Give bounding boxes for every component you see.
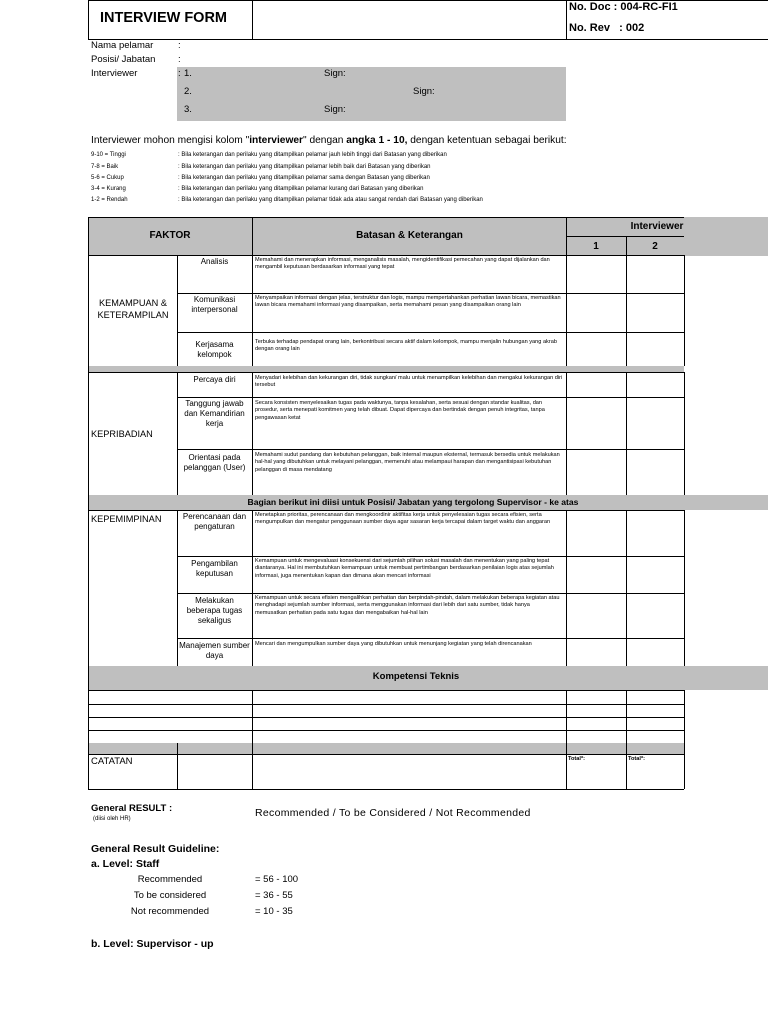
grid [626,510,627,666]
rev-number: No. Rev : 002 [569,22,645,34]
instruction-line [91,134,567,147]
instruction-bold-2: angka 1 - 10, [346,135,408,146]
guideline-title: General Result Guideline: [91,843,220,855]
grid [684,255,685,366]
kompetensi-title: Kompetensi Teknis [372,671,460,682]
scale-desc-3: : Bila keterangan dan perilaku yang ditampilkan pelamar sama dengan Batasan yang diberikan [178,175,430,181]
group-kemampuan: KEMAMPUAN & KETERAMPILAN [97,298,169,320]
grid [177,556,684,557]
position-colon: : [178,54,181,65]
scale-range-3: 5-6 = Cukup [91,175,124,181]
grid [177,638,684,639]
col-batasan: Batasan & Keterangan [356,230,463,241]
doc-number: No. Doc : 004-RC-FI1 [569,1,678,13]
applicant-colon: : [178,40,181,51]
supervisor-banner: Bagian berikut ini diisi untuk Posisi/ Jabatan yang tergolong Supervisor - ke atas [247,497,579,507]
desc-perencanaan: Menetapkan prioritas, perencanaan dan mengkoordinir aktifitas kerja untuk penyelesaian tugas secara efisien, serta mengumpulkan dan mengatur penggunaan sumber daya agar sasaran kerja tercapai dalam target waktu dan anggaran [255,512,551,526]
grid [88,704,684,705]
applicant-label: Nama pelamar [91,40,154,51]
scale-range-1: 9-10 = Tinggi [91,152,126,158]
total-1: Total*: [568,756,585,762]
guideline-item-range: = 56 - 100 [255,874,299,885]
scale-range-2: 7-8 = Baik [91,164,119,170]
faktor-kerjasama: Kerjasama kelompok [195,340,234,359]
scale-range-4: 3-4 = Kurang [91,186,126,192]
scale-range-5: 1-2 = Rendah [91,197,128,203]
desc-analisis: Memahami dan menerapkan informasi, menganalisis masalah, mengidentifikasi pemecahan yang dapat dijalankan dan mengambil keputusan berdasarkan informasi yang tepat [255,257,550,271]
grid [252,690,253,789]
col-interviewer-1: 1 [593,241,599,252]
grid [566,510,567,666]
desc-multitugas: Kemampuan untuk secara efisien mengalihkan perhatian dan berpindah-pindah, dalam melakukan beberapa kegiatan atau menghadapi sejumlah sumber informasi, serta menggunakan informasi dari lebih dari satu sumber, tidak hanya memusatkan perhatian pada satu tugas dan mengabaikan hal-hal lain [255,595,560,616]
guideline-staff-title: a. Level: Staff [91,858,160,870]
grid [684,690,685,789]
col-interviewer: Interviewer [630,221,684,232]
grid [88,789,684,790]
grid [88,717,684,718]
faktor-manajemen-sumber-daya: Manajemen sumber daya [179,641,250,660]
grid [626,372,627,495]
desc-percaya-diri: Menyadari kelebihan dan kekurangan diri, tidak sungkan/ malu untuk menampilkan kelebihan dan mengakui kekurangan diri tersebut [255,375,563,389]
instruction-bold-1: interviewer [249,135,303,146]
form-title: INTERVIEW FORM [100,10,228,26]
instruction-post: dengan ketentuan sebagai berikut: [407,135,567,146]
faktor-percaya-diri: Percaya diri [193,375,236,384]
desc-orientasi: Memahami sudut pandang dan kebutuhan pelanggan, baik internal maupun eksternal, termasuk bersedia untuk melakukan hal-hal yang dibutuhkan untuk melayani pelanggan, memenuhi atau melampaui harapan dan mengantisipasi kebutuhan pelanggan di masa mendatang [255,452,560,473]
guideline-item-label: Recommended [137,874,203,885]
guideline-item-label: Not recommended [130,906,210,917]
desc-pengambilan-keputusan: Kemampuan untuk mengevaluasi konsekuensi dari sejumlah pilihan solusi masalah dan menentukan yang paling tepat diantaranya. Hal ini membutuhkan kemampuan untuk membuat pertimbangan berdasarkan penilaian logis atas sejumlah informasi, juga menentukan kapan dan dimana akan mencari informasi [255,558,554,579]
desc-manajemen-sumber-daya: Mencari dan mengumpulkan sumber daya yang dibutuhkan untuk menunjang kegiatan yang telah direncanakan [255,641,532,647]
total-2: Total*: [628,756,645,762]
group-kepribadian: KEPRIBADIAN [91,429,153,439]
faktor-tanggung-jawab: Tanggung jawab dan Kemandirian kerja [184,399,245,428]
interviewer-1-sign[interactable]: Sign: [324,68,346,79]
grid [566,236,684,237]
interviewer-2-sign[interactable]: Sign: [413,86,435,97]
grid [88,217,89,789]
grid [684,372,685,495]
grid [626,690,627,789]
interviewer-1-no: 1. [184,68,192,79]
guideline-item-label: To be considered [133,890,207,901]
header-mid-box [252,0,567,40]
interviewer-3-no: 3. [184,104,192,115]
position-label: Posisi/ Jabatan [91,54,156,65]
interviewer-sign-panel [177,67,566,121]
col-interviewer-2: 2 [652,241,658,252]
group-kepemimpinan: KEPEMIMPINAN [91,514,162,524]
interviewer-colon: : [178,68,181,79]
grid [566,690,567,789]
interviewer-label: Interviewer [91,68,138,79]
scale-desc-4: : Bila keterangan dan perilaku yang ditampilkan pelamar kurang dari Batasan yang diberikan [178,186,424,192]
header-right-bottom [566,39,768,40]
instruction-mid: " dengan [303,135,347,146]
grid [177,397,684,398]
grid [177,593,684,594]
scale-desc-2: : Bila keterangan dan perilaku yang ditampilkan pelamar lebih baik dari Batasan yang diberikan [178,164,431,170]
scale-desc-1: : Bila keterangan dan perilaku yang ditampilkan pelamar jauh lebih tinggi dari Batasan yang diberikan [178,152,447,158]
grid [177,743,178,789]
faktor-analisis: Analisis [200,257,229,266]
result-sub: (diisi oleh HR) [93,816,131,822]
guideline-item-range: = 10 - 35 [255,906,293,917]
grid [88,690,684,691]
faktor-perencanaan: Perencanaan dan pengaturan [182,512,247,531]
desc-tanggung-jawab: Secara konsisten menyelesaikan tugas pada waktunya, tanpa kesalahan, serta sesuai dengan standar kualitas, dan prosedur, serta menepati komitmen yang telah dibuat. Dapat dipercaya dan bertindak dengan penuh integritas, tanpa pengawasan ketat [255,400,545,421]
col-faktor: FAKTOR [149,230,191,241]
guideline-item-range: = 36 - 55 [255,890,293,901]
grid [252,217,253,366]
grid [88,217,684,218]
grid [252,510,253,666]
instruction-pre: Interviewer mohon mengisi kolom " [91,135,250,146]
grid [566,372,567,495]
grid [684,510,685,666]
grid [177,372,178,495]
faktor-orientasi: Orientasi pada pelanggan (User) [183,453,246,472]
desc-komunikasi: Menyampaikan informasi dengan jelas, terstruktur dan logis, mampu mempertahankan perhatian lawan bicara, memastikan lawan bicara memahami informasi yang disampaikan, serta memahami pesan yang disampaikan orang lain [255,295,561,309]
faktor-komunikasi: Komunikasi interpersonal [191,295,238,314]
interviewer-3-sign[interactable]: Sign: [324,104,346,115]
result-label: General RESULT : [91,803,173,814]
guideline-supervisor-title: b. Level: Supervisor - up [91,938,214,950]
grid [88,730,684,731]
desc-kerjasama: Terbuka terhadap pendapat orang lain, berkontribusi secara aktif dalam kelompok, mampu menjalin hubungan yang akrab dengan orang lain [255,339,557,353]
catatan-label: CATATAN [91,756,133,767]
score-cell[interactable] [567,256,625,292]
grid [252,372,253,495]
faktor-multitugas: Melakukan beberapa tugas sekaligus [186,596,243,625]
scale-desc-5: : Bila keterangan dan perilaku yang ditampilkan pelamar tidak ada atau sangat rendah dari Batasan yang diberikan [178,197,483,203]
interviewer-2-no: 2. [184,86,192,97]
result-options[interactable]: Recommended / To be Considered / Not Recommended [255,807,531,819]
score-cell[interactable] [627,256,683,292]
grid [177,332,684,333]
grid [177,449,684,450]
grid [177,293,684,294]
faktor-pengambilan-keputusan: Pengambilan keputusan [191,559,238,578]
